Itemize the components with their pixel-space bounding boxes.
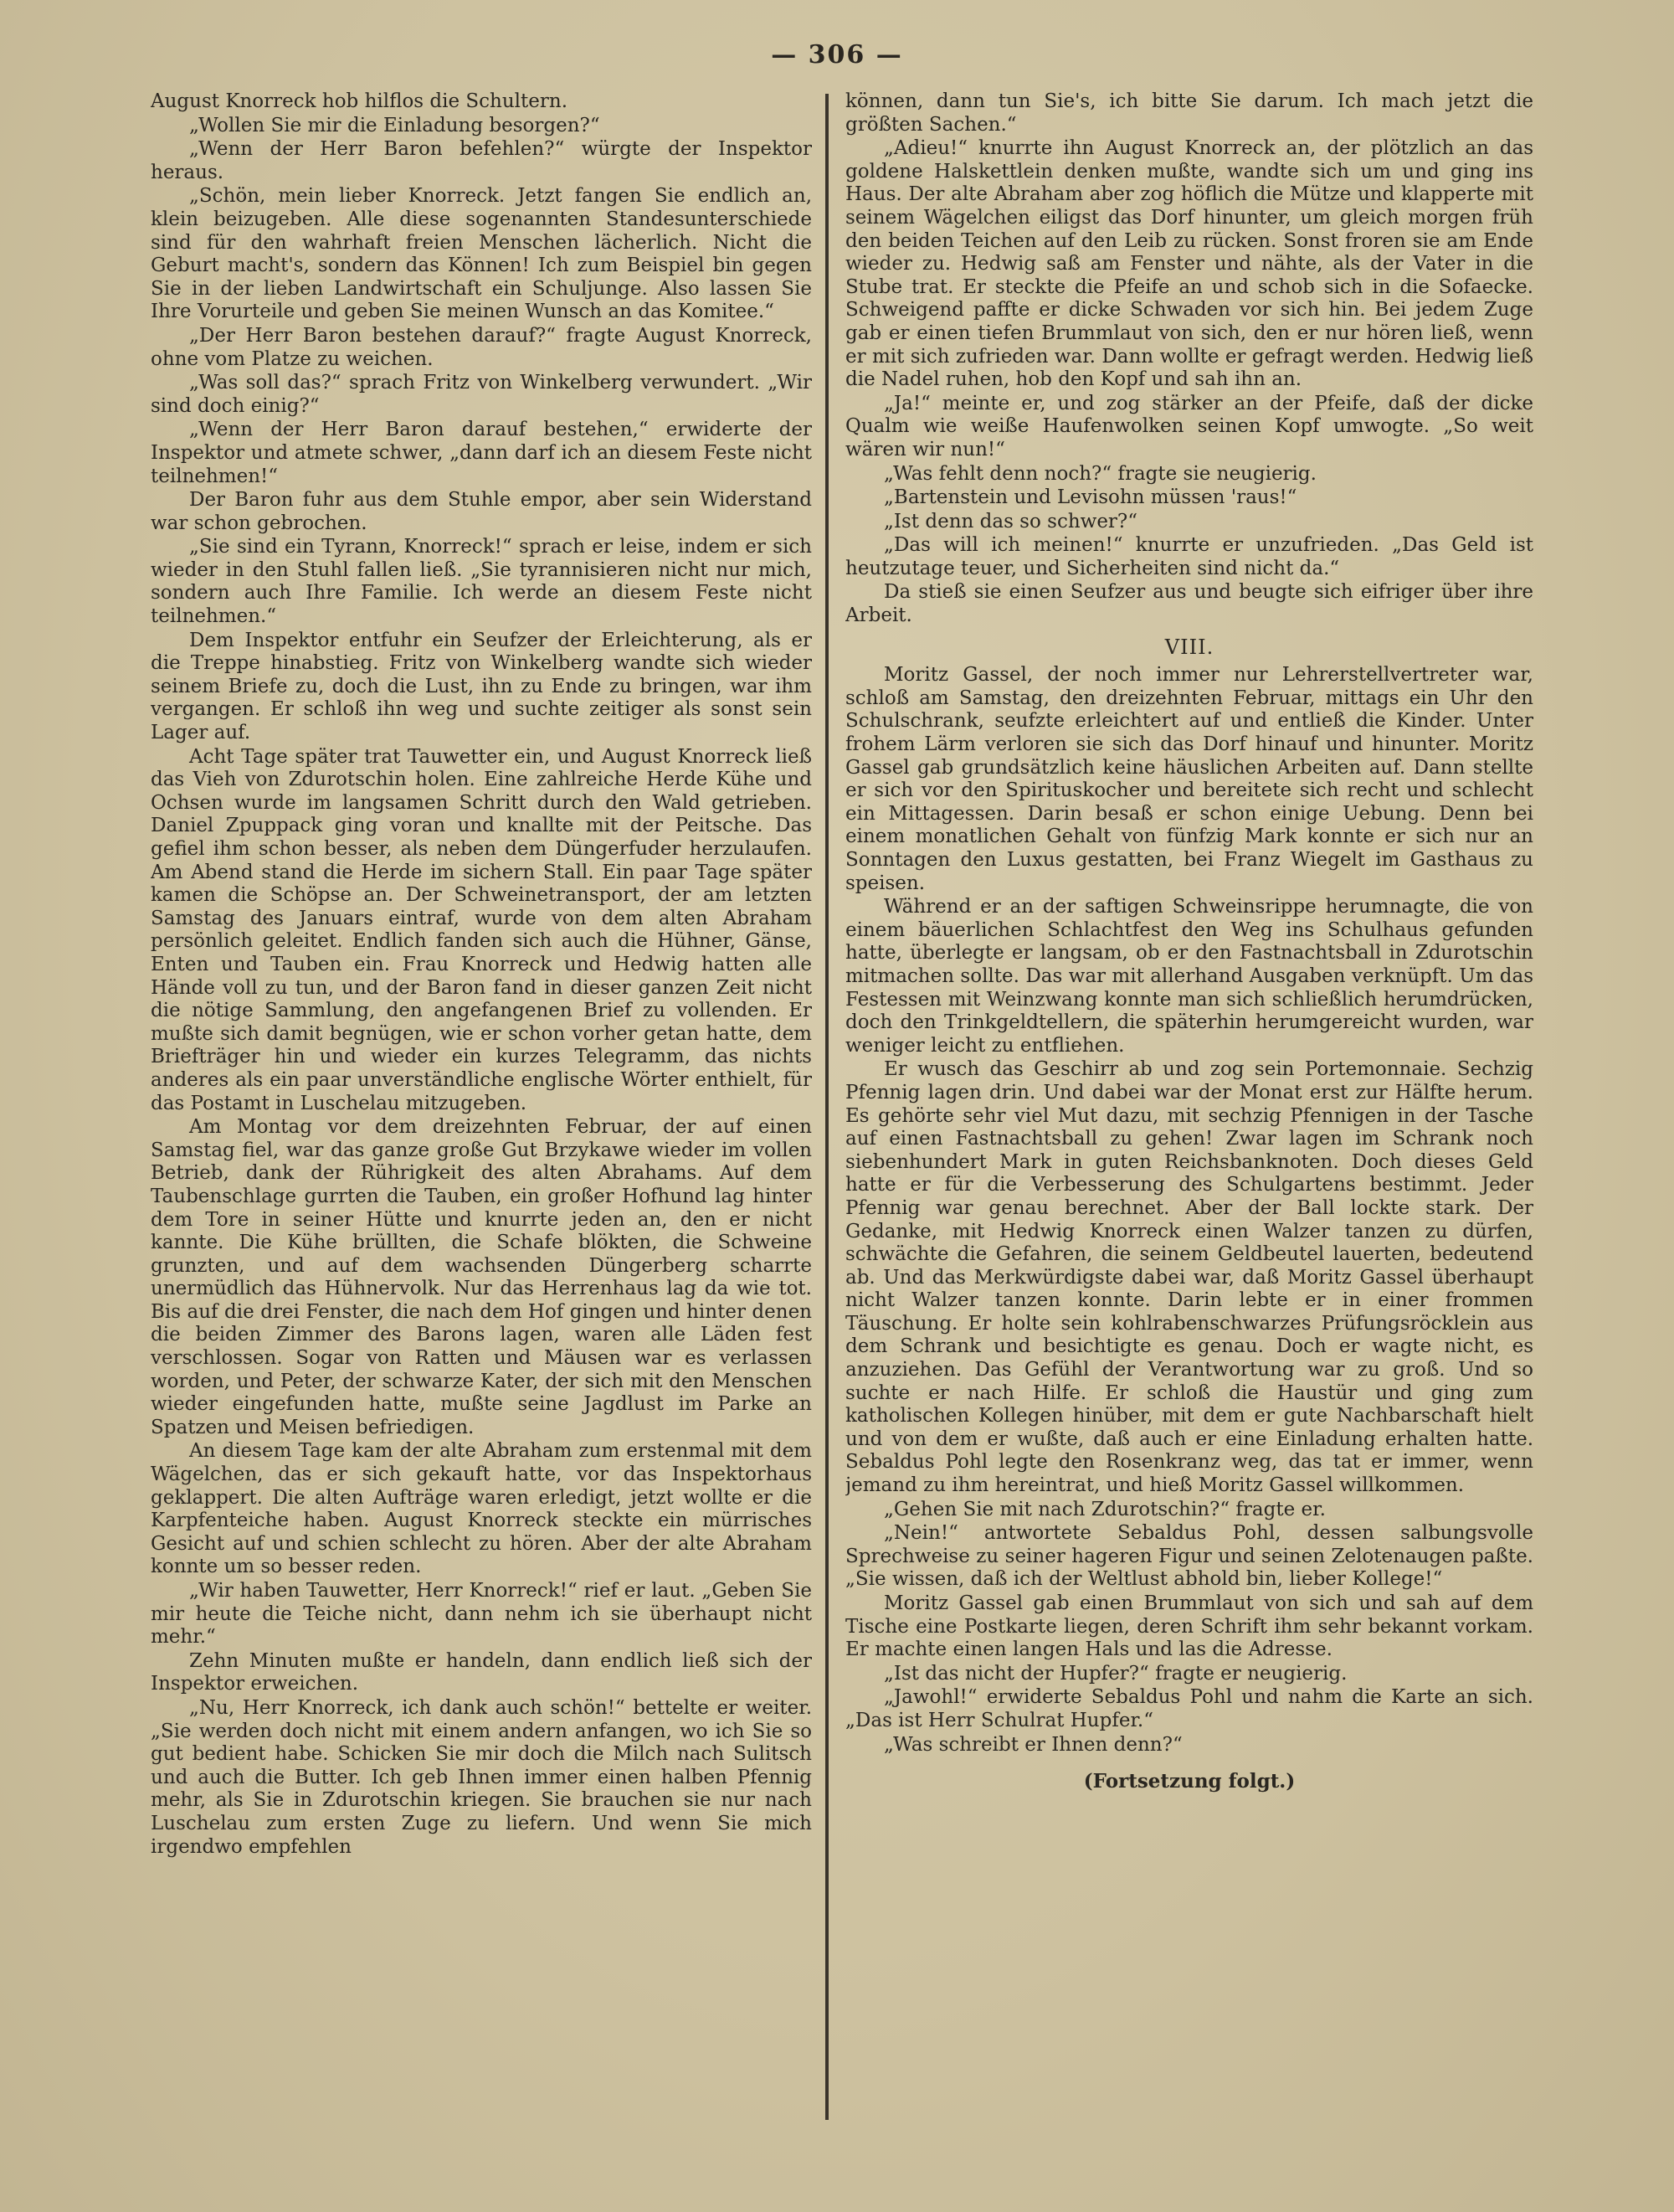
right-column-bottom bbox=[845, 664, 1533, 1757]
continuation-note: (Fortsetzung folgt.) bbox=[1083, 1770, 1296, 1793]
paragraph: „Was schreibt er Ihnen denn?“ bbox=[884, 1733, 1183, 1756]
paragraph: „Der Herr Baron bestehen darauf?“ fragte August Knorreck, ohne vom Platze zu weichen. bbox=[151, 324, 812, 370]
paragraph: „Adieu!“ knurrte ihn August Knorreck an, der plötzlich an das goldene Halskettlein denken mußte, wandte sich um und ging ins Haus. Der alte Abraham aber zog höflich die Mütze und klapperte mit seinem Wägelchen eiligst das Dorf hinunter, um gleich morgen früh den beiden Teichen auf den Leib zu rücken. Sonst froren sie am Ende wieder zu. Hedwig saß am Fenster und nähte, als der Vater in die Stube trat. Er steckte die Pfeife an und schob sich in die Sofaecke. Schweigend paffte er dicke Schwaden vor sich hin. Bei jedem Zuge gab er einen tiefen Brummlaut von sich, den er nur hören ließ, wenn er mit sich zufrieden war. Dann wollte er gefragt werden. Hedwig ließ die Nadel ruhen, hob den Kopf und sah ihn an. bbox=[845, 137, 1533, 391]
paragraph: Zehn Minuten mußte er handeln, dann endlich ließ sich der Inspektor erweichen. bbox=[151, 1649, 812, 1695]
paragraph: Da stieß sie einen Seufzer aus und beugte sich eifriger über ihre Arbeit. bbox=[845, 581, 1533, 627]
paragraph: Dem Inspektor entfuhr ein Seufzer der Erleichterung, als er die Treppe hinabstieg. Fritz von Winkelberg wandte sich wieder seinem Briefe zu, doch die Lust, ihn zu Ende zu bringen, war ihm vergangen. Er schloß ihn weg und suchte zeitiger als sonst sein Lager auf. bbox=[151, 629, 812, 744]
chapter-heading: VIII. bbox=[1164, 635, 1214, 659]
paragraph: Moritz Gassel gab einen Brummlaut von sich und sah auf dem Tische eine Postkarte liegen, deren Schrift ihm sehr bekannt vorkam. Er machte einen langen Hals und las die Adresse. bbox=[845, 1592, 1533, 1661]
paragraph: August Knorreck hob hilflos die Schultern. bbox=[151, 90, 568, 112]
paragraph: Moritz Gassel, der noch immer nur Lehrerstellvertreter war, schloß am Samstag, den dreizehnten Februar, mittags ein Uhr den Schulschrank, seufzte erleichtert auf und entließ die Kinder. Unter frohem Lärm verloren sie sich das Dorf hinauf und hinunter. Moritz Gassel gab grundsätzlich keine häuslichen Arbeiten auf. Dann stellte er sich vor den Spirituskocher und bereitete sich recht und schlecht ein Mittagessen. Darin besaß er schon einige Uebung. Denn bei einem monatlichen Gehalt von fünfzig Mark konnte er sich nur an Sonntagen den Luxus gestatten, bei Franz Wiegelt im Gasthaus zu speisen. bbox=[845, 664, 1533, 894]
paragraph: „Jawohl!“ erwiderte Sebaldus Pohl und nahm die Karte an sich. „Das ist Herr Schulrat Hupfer.“ bbox=[845, 1686, 1533, 1731]
paragraph: „Bartenstein und Levisohn müssen 'raus!“ bbox=[884, 486, 1297, 509]
paragraph: „Ja!“ meinte er, und zog stärker an der Pfeife, daß der dicke Qualm wie weiße Haufenwolken seinen Kopf umwogte. „So weit wären wir nun!“ bbox=[845, 392, 1533, 460]
paragraph: Acht Tage später trat Tauwetter ein, und August Knorreck ließ das Vieh von Zdurotschin holen. Eine zahlreiche Herde Kühe und Ochsen wurde im langsamen Schritt durch den Wald getrieben. Daniel Zpuppack ging voran und knallte mit der Peitsche. Das gefiel ihm schon besser, als neben dem Düngerfuder herzulaufen. Am Abend stand die Herde im sichern Stall. Ein paar Tage später kamen die Schöpse an. Der Schweinetransport, der am letzten Samstag des Januars eintraf, wurde von dem alten Abraham persönlich geleitet. Endlich fanden sich auch die Hühner, Gänse, Enten und Tauben ein. Frau Knorreck und Hedwig hatten alle Hände voll zu tun, und der Baron fand in dieser ganzen Zeit nicht die nötige Sammlung, den angefangenen Brief zu vollenden. Er mußte sich damit begnügen, wie er schon vorher getan hatte, dem Briefträger hin und wieder ein kurzes Telegramm, das nichts anderes als ein paar unverständliche englische Wörter enthielt, für das Postamt in Luschelau mitzugeben. bbox=[151, 745, 812, 1114]
paragraph: „Das will ich meinen!“ knurrte er unzufrieden. „Das Geld ist heutzutage teuer, und Sicherheiten sind nicht da.“ bbox=[845, 534, 1533, 579]
paragraph: Während er an der saftigen Schweinsrippe herumnagte, die von einem bäuerlichen Schlachtfest den Weg ins Schulhaus gefunden hatte, überlegte er langsam, ob er den Fastnachtsball in Zdurotschin mitmachen sollte. Das war mit allerhand Ausgaben verknüpft. Um das Festessen mit Weinzwang konnte man sich schließlich herumdrücken, doch den Trinkgeldtellern, die späterhin herumgereicht wurden, war weniger leicht zu entfliehen. bbox=[845, 896, 1533, 1057]
paragraph: können, dann tun Sie's, ich bitte Sie darum. Ich mach jetzt die größten Sachen.“ bbox=[845, 90, 1533, 136]
paragraph: Der Baron fuhr aus dem Stuhle empor, aber sein Widerstand war schon gebrochen. bbox=[151, 489, 812, 534]
paragraph: „Sie sind ein Tyrann, Knorreck!“ sprach er leise, indem er sich wieder in den Stuhl fallen ließ. „Sie tyrannisieren nicht nur mich, sondern auch Ihre Familie. Ich werde an diesem Feste nicht teilnehmen.“ bbox=[151, 536, 812, 628]
paragraph: „Was fehlt denn noch?“ fragte sie neugierig. bbox=[884, 462, 1317, 485]
paragraph: „Was soll das?“ sprach Fritz von Winkelberg verwundert. „Wir sind doch einig?“ bbox=[151, 372, 812, 417]
paragraph: „Wir haben Tauwetter, Herr Knorreck!“ rief er laut. „Geben Sie mir heute die Teiche nicht, dann nehm ich sie überhaupt nicht mehr.“ bbox=[151, 1580, 812, 1649]
page-number: — 306 — bbox=[771, 40, 903, 69]
paragraph: „Ist das nicht der Hupfer?“ fragte er neugierig. bbox=[884, 1662, 1348, 1685]
paragraph: „Wenn der Herr Baron darauf bestehen,“ erwiderte der Inspektor und atmete schwer, „dann darf ich an diesem Feste nicht teilnehmen!“ bbox=[151, 419, 812, 487]
paragraph: „Nein!“ antwortete Sebaldus Pohl, dessen salbungsvolle Sprechweise zu seiner hageren Figur und seinen Zelotenaugen paßte. „Sie wissen, daß ich der Weltlust abhold bin, lieber Kollege!“ bbox=[845, 1522, 1533, 1591]
column-divider bbox=[825, 94, 829, 2120]
paragraph: „Gehen Sie mit nach Zdurotschin?“ fragte er. bbox=[884, 1498, 1326, 1520]
paragraph: An diesem Tage kam der alte Abraham zum erstenmal mit dem Wägelchen, das er sich gekauft hatte, vor das Inspektorhaus geklappert. Die alten Aufträge waren erledigt, jetzt wollte er die Karpfenteiche haben. August Knorreck steckte ein mürrisches Gesicht auf und schien schlecht zu hören. Aber der alte Abraham konnte um so besser reden. bbox=[151, 1440, 812, 1578]
paragraph: „Wollen Sie mir die Einladung besorgen?“ bbox=[189, 114, 600, 136]
left-column bbox=[151, 90, 812, 2167]
paragraph: Er wusch das Geschirr ab und zog sein Portemonnaie. Sechzig Pfennig lagen drin. Und dabei war der Monat erst zur Hälfte herum. Es gehörte sehr viel Mut dazu, mit sechzig Pfennigen in der Tasche auf einen Fastnachtsball zu gehen! Zwar lagen im Schrank noch siebenhundert Mark in guten Reichsbanknoten. Doch dieses Geld hatte er für die Verbesserung des Schulgartens bestimmt. Jeder Pfennig war genau berechnet. Aber der Ball lockte stark. Der Gedanke, mit Hedwig Knorreck einen Walzer tanzen zu dürfen, schwächte die Gefahren, die seinem Geldbeutel lauerten, bedeutend ab. Und das Merkwürdigste dabei war, daß Moritz Gassel überhaupt nicht Walzer tanzen konnte. Darin lebte er in einer frommen Täuschung. Er holte sein kohlrabenschwarzes Prüfungsröcklein aus dem Schrank und besichtigte es genau. Doch er wagte nicht, es anzuziehen. Das Gefühl der Verantwortung war zu groß. Und so suchte er nach Hilfe. Er schloß die Haustür und ging zum katholischen Kollegen hinüber, mit dem er gute Nachbarschaft hielt und von dem er wußte, daß auch er eine Einladung erhalten hatte. Sebaldus Pohl legte den Rosenkranz weg, das tat er immer, wenn jemand zu ihm hereintrat, und hieß Moritz Gassel willkommen. bbox=[845, 1058, 1533, 1497]
right-column bbox=[845, 90, 1533, 2167]
paragraph: Am Montag vor dem dreizehnten Februar, der auf einen Samstag fiel, war das ganze große Gut Brzykawe wieder im vollen Betrieb, dank der Rührigkeit des alten Abrahams. Auf dem Taubenschlage gurrten die Tauben, ein großer Hofhund lag hinter dem Tore in seiner Hütte und knurrte jeden an, den er nicht kannte. Die Kühe brüllten, die Schafe blökten, die Schweine grunzten, und auf dem wachsenden Düngerberg scharrte unermüdlich das Hühnervolk. Nur das Herrenhaus lag da wie tot. Bis auf die drei Fenster, die nach dem Hof gingen und hinter denen die beiden Zimmer des Barons lagen, waren alle Läden fest verschlossen. Sogar von Ratten und Mäusen war es verlassen worden, und Peter, der schwarze Kater, der sich mit den Menschen wieder eingefunden hatte, mußte seine Jagdlust im Parke an Spatzen und Meisen befriedigen. bbox=[151, 1116, 812, 1438]
paragraph: „Ist denn das so schwer?“ bbox=[884, 510, 1138, 532]
paragraph: „Nu, Herr Knorreck, ich dank auch schön!“ bettelte er weiter. „Sie werden doch nicht mit einem andern anfangen, wo ich Sie so gut bedient habe. Schicken Sie mir doch die Milch nach Sulitsch und auch die Butter. Ich geb Ihnen immer einen halben Pfennig mehr, als Sie in Zdurotschin kriegen. Sie brauchen sie nur nach Luschelau zum ersten Zuge zu liefern. Und wenn Sie mich irgendwo empfehlen bbox=[151, 1696, 812, 1858]
paragraph: „Schön, mein lieber Knorreck. Jetzt fangen Sie endlich an, klein beizugeben. Alle diese sogenannten Standesunterschiede sind für den wahrhaft freien Menschen lächerlich. Nicht die Geburt macht's, sondern das Können! Ich zum Beispiel bin gegen Sie in der lieben Landwirtschaft ein Schuljunge. Also lassen Sie Ihre Vorurteile und geben Sie meinen Wunsch an das Komitee.“ bbox=[151, 185, 812, 323]
right-column-top bbox=[845, 90, 1533, 628]
paragraph: „Wenn der Herr Baron befehlen?“ würgte der Inspektor heraus. bbox=[151, 138, 812, 183]
